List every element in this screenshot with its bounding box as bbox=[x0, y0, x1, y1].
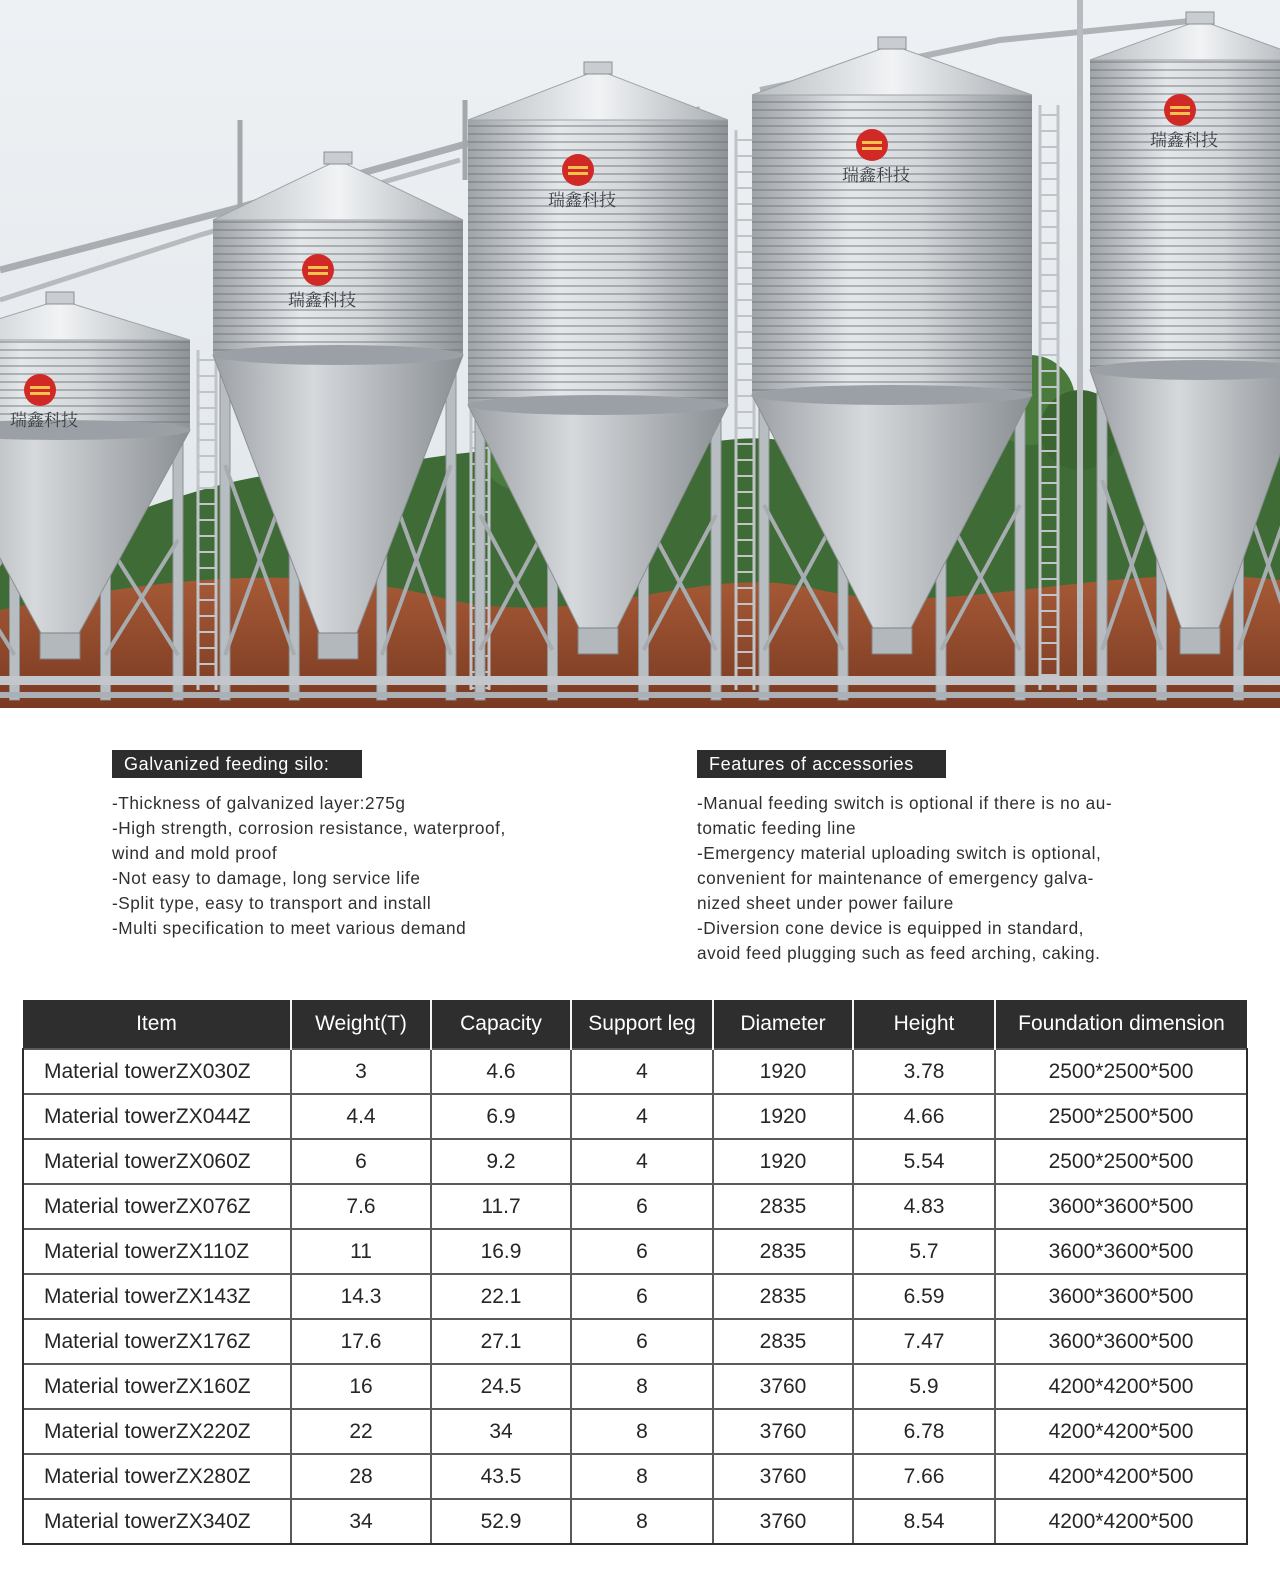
table-cell: 2500*2500*500 bbox=[995, 1094, 1247, 1139]
table-cell: 4200*4200*500 bbox=[995, 1499, 1247, 1544]
spec-table bbox=[22, 1000, 1248, 1545]
table-row bbox=[23, 1049, 1247, 1094]
table-row bbox=[23, 1319, 1247, 1364]
table-cell: 6 bbox=[571, 1319, 713, 1364]
table-cell: 14.3 bbox=[291, 1274, 431, 1319]
table-cell: 1920 bbox=[713, 1139, 853, 1184]
table-cell: 22.1 bbox=[431, 1274, 571, 1319]
table-cell: 8 bbox=[571, 1454, 713, 1499]
table-cell: 27.1 bbox=[431, 1319, 571, 1364]
table-cell: 4 bbox=[571, 1094, 713, 1139]
accessories-feature-list bbox=[697, 791, 1167, 966]
silo-feature-list bbox=[112, 791, 612, 941]
feature-line: -Emergency material uploading switch is optional, bbox=[697, 843, 1102, 863]
table-cell: 2500*2500*500 bbox=[995, 1139, 1247, 1184]
table-row bbox=[23, 1184, 1247, 1229]
silo-photo bbox=[0, 0, 1280, 708]
table-cell: 4.4 bbox=[291, 1094, 431, 1139]
table-cell: 3600*3600*500 bbox=[995, 1319, 1247, 1364]
table-cell: 11 bbox=[291, 1229, 431, 1274]
model-cell: Material towerZX044Z bbox=[23, 1094, 291, 1139]
logo-text: 瑞鑫科技 bbox=[1150, 131, 1218, 151]
table-cell: 2835 bbox=[713, 1274, 853, 1319]
model-cell: Material towerZX176Z bbox=[23, 1319, 291, 1364]
table-cell: 3 bbox=[291, 1049, 431, 1094]
column-header: Support leg bbox=[571, 1000, 713, 1049]
feature-line: convenient for maintenance of emergency galva- bbox=[697, 868, 1094, 888]
table-cell: 3600*3600*500 bbox=[995, 1184, 1247, 1229]
accessories-description bbox=[697, 750, 1167, 966]
model-cell: Material towerZX060Z bbox=[23, 1139, 291, 1184]
table-row bbox=[23, 1094, 1247, 1139]
model-cell: Material towerZX220Z bbox=[23, 1409, 291, 1454]
table-cell: 3600*3600*500 bbox=[995, 1274, 1247, 1319]
table-cell: 8 bbox=[571, 1409, 713, 1454]
table-cell: 4 bbox=[571, 1049, 713, 1094]
table-cell: 43.5 bbox=[431, 1454, 571, 1499]
table-cell: 6.59 bbox=[853, 1274, 995, 1319]
table-row bbox=[23, 1499, 1247, 1544]
table-cell: 6.78 bbox=[853, 1409, 995, 1454]
table-cell: 4200*4200*500 bbox=[995, 1409, 1247, 1454]
column-header: Diameter bbox=[713, 1000, 853, 1049]
table-cell: 4200*4200*500 bbox=[995, 1364, 1247, 1409]
table-cell: 4.66 bbox=[853, 1094, 995, 1139]
table-body bbox=[23, 1049, 1247, 1544]
silo-description bbox=[112, 750, 612, 941]
table-cell: 4.6 bbox=[431, 1049, 571, 1094]
feature-line: -Thickness of galvanized layer:275g bbox=[112, 793, 406, 813]
logo-text: 瑞鑫科技 bbox=[288, 291, 356, 311]
table-header-row bbox=[23, 1000, 1247, 1049]
feature-line: -Manual feeding switch is optional if there is no au- bbox=[697, 793, 1113, 813]
column-header: Foundation dimension bbox=[995, 1000, 1247, 1049]
table-cell: 1920 bbox=[713, 1049, 853, 1094]
model-cell: Material towerZX160Z bbox=[23, 1364, 291, 1409]
feature-line: -Diversion cone device is equipped in standard, bbox=[697, 918, 1084, 938]
table-cell: 34 bbox=[291, 1499, 431, 1544]
table-cell: 24.5 bbox=[431, 1364, 571, 1409]
table-cell: 28 bbox=[291, 1454, 431, 1499]
feature-line: -High strength, corrosion resistance, waterproof, bbox=[112, 818, 506, 838]
logo-text: 瑞鑫科技 bbox=[548, 191, 616, 211]
model-cell: Material towerZX143Z bbox=[23, 1274, 291, 1319]
table-cell: 16 bbox=[291, 1364, 431, 1409]
column-header: Item bbox=[23, 1000, 291, 1049]
feature-line: avoid feed plugging such as feed arching, caking. bbox=[697, 943, 1101, 963]
table-cell: 22 bbox=[291, 1409, 431, 1454]
table-cell: 3760 bbox=[713, 1364, 853, 1409]
table-cell: 3.78 bbox=[853, 1049, 995, 1094]
column-header: Height bbox=[853, 1000, 995, 1049]
table-cell: 2835 bbox=[713, 1184, 853, 1229]
feature-line: -Not easy to damage, long service life bbox=[112, 868, 421, 888]
table-cell: 2835 bbox=[713, 1319, 853, 1364]
table-cell: 3600*3600*500 bbox=[995, 1229, 1247, 1274]
table-cell: 17.6 bbox=[291, 1319, 431, 1364]
model-cell: Material towerZX030Z bbox=[23, 1049, 291, 1094]
table-cell: 5.7 bbox=[853, 1229, 995, 1274]
feature-line: wind and mold proof bbox=[112, 843, 278, 863]
feature-line: -Split type, easy to transport and install bbox=[112, 893, 432, 913]
table-cell: 6 bbox=[571, 1274, 713, 1319]
table-cell: 3760 bbox=[713, 1409, 853, 1454]
table-cell: 4 bbox=[571, 1139, 713, 1184]
table-cell: 6 bbox=[291, 1139, 431, 1184]
table-row bbox=[23, 1274, 1247, 1319]
table-cell: 6.9 bbox=[431, 1094, 571, 1139]
table-cell: 9.2 bbox=[431, 1139, 571, 1184]
table-cell: 6 bbox=[571, 1229, 713, 1274]
table-cell: 34 bbox=[431, 1409, 571, 1454]
table-cell: 8 bbox=[571, 1499, 713, 1544]
silo-heading: Galvanized feeding silo: bbox=[112, 750, 362, 778]
table-cell: 52.9 bbox=[431, 1499, 571, 1544]
accessories-heading: Features of accessories bbox=[697, 750, 946, 778]
table-row bbox=[23, 1454, 1247, 1499]
table-cell: 5.54 bbox=[853, 1139, 995, 1184]
table-cell: 1920 bbox=[713, 1094, 853, 1139]
feature-line: tomatic feeding line bbox=[697, 818, 857, 838]
table-cell: 2500*2500*500 bbox=[995, 1049, 1247, 1094]
table-cell: 16.9 bbox=[431, 1229, 571, 1274]
table-cell: 3760 bbox=[713, 1454, 853, 1499]
table-cell: 5.9 bbox=[853, 1364, 995, 1409]
model-cell: Material towerZX340Z bbox=[23, 1499, 291, 1544]
table-cell: 8.54 bbox=[853, 1499, 995, 1544]
logo-text: 瑞鑫科技 bbox=[842, 166, 910, 186]
table-cell: 11.7 bbox=[431, 1184, 571, 1229]
feature-line: nized sheet under power failure bbox=[697, 893, 954, 913]
column-header: Capacity bbox=[431, 1000, 571, 1049]
table-cell: 3760 bbox=[713, 1499, 853, 1544]
table-cell: 7.66 bbox=[853, 1454, 995, 1499]
model-cell: Material towerZX110Z bbox=[23, 1229, 291, 1274]
table-cell: 7.6 bbox=[291, 1184, 431, 1229]
model-cell: Material towerZX076Z bbox=[23, 1184, 291, 1229]
model-cell: Material towerZX280Z bbox=[23, 1454, 291, 1499]
table-row bbox=[23, 1364, 1247, 1409]
table-row bbox=[23, 1229, 1247, 1274]
table-row bbox=[23, 1409, 1247, 1454]
table-row bbox=[23, 1139, 1247, 1184]
table-cell: 4.83 bbox=[853, 1184, 995, 1229]
table-cell: 6 bbox=[571, 1184, 713, 1229]
table-cell: 8 bbox=[571, 1364, 713, 1409]
feature-line: -Multi specification to meet various demand bbox=[112, 918, 467, 938]
column-header: Weight(T) bbox=[291, 1000, 431, 1049]
table-cell: 2835 bbox=[713, 1229, 853, 1274]
logo-text: 瑞鑫科技 bbox=[10, 411, 78, 431]
table-cell: 7.47 bbox=[853, 1319, 995, 1364]
table-cell: 4200*4200*500 bbox=[995, 1454, 1247, 1499]
